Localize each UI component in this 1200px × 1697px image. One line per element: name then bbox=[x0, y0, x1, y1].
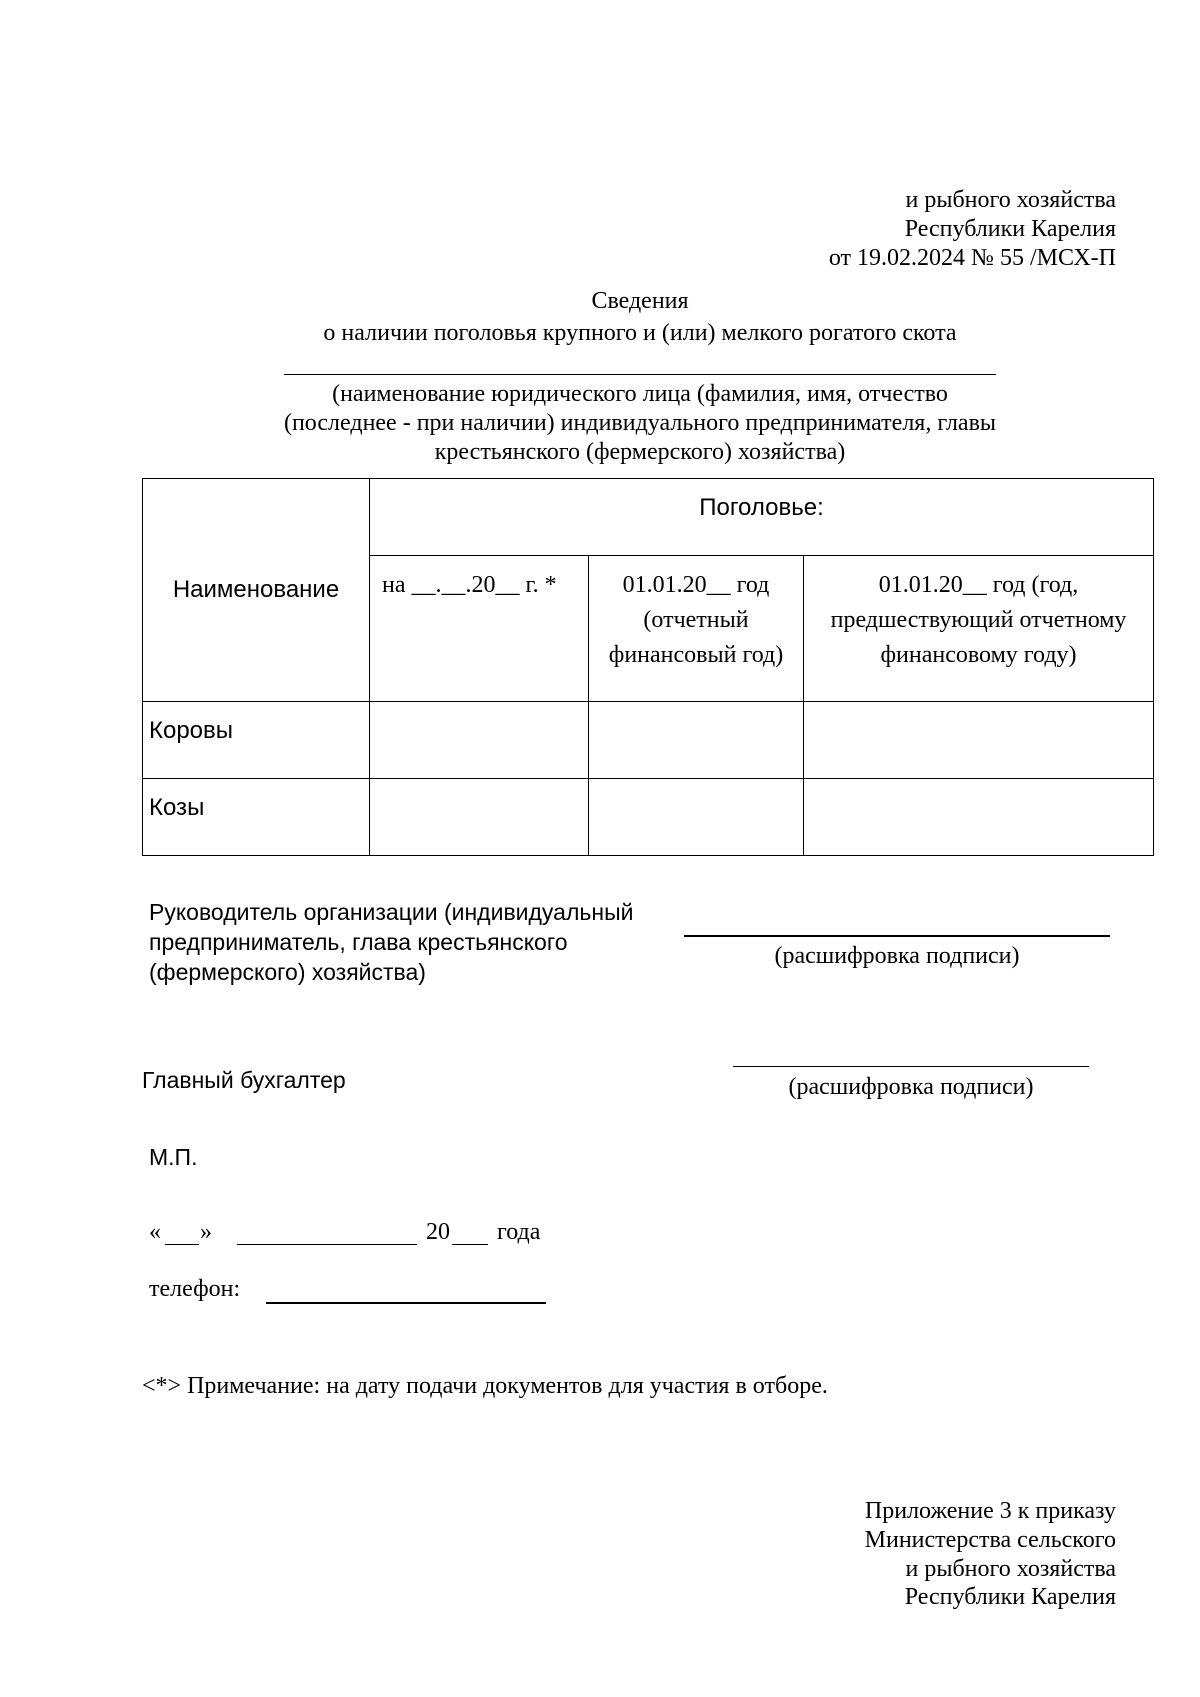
head-signature-line[interactable] bbox=[684, 935, 1110, 937]
row-value-cell[interactable] bbox=[804, 702, 1154, 779]
appendix-line4: Республики Карелия bbox=[904, 1584, 1116, 1611]
accountant-signature-decode: (расшифровка подписи) bbox=[788, 1074, 1034, 1100]
header-name-cell bbox=[143, 479, 370, 702]
order-reference-line1: и рыбного хозяйства bbox=[905, 187, 1116, 213]
phone-label: телефон: bbox=[149, 1276, 241, 1302]
header-report-line3: финансовый год) bbox=[608, 641, 784, 668]
row-name-cell bbox=[143, 702, 370, 779]
header-prev-cell bbox=[804, 556, 1154, 702]
table-row bbox=[143, 702, 1154, 779]
accountant-signature-line[interactable] bbox=[733, 1066, 1089, 1067]
header-prev-line2: предшествующий отчетному bbox=[830, 606, 1127, 633]
header-group: Поголовье: bbox=[699, 494, 824, 521]
head-line2: предприниматель, глава крестьянского bbox=[149, 928, 568, 955]
header-report-line2: (отчетный bbox=[643, 606, 749, 633]
header-date: на __.__.20__ г. * bbox=[382, 572, 557, 598]
row-name: Козы bbox=[149, 794, 205, 821]
entity-name-line[interactable] bbox=[284, 374, 996, 375]
title-line1: Сведения bbox=[591, 288, 689, 314]
row-value-cell[interactable] bbox=[804, 779, 1154, 856]
header-report-line1: 01.01.20__ год bbox=[622, 572, 770, 598]
date-close-quote: » bbox=[200, 1219, 212, 1245]
row-value-cell[interactable] bbox=[370, 702, 589, 779]
appendix-line1: Приложение 3 к приказу bbox=[864, 1498, 1116, 1524]
accountant-label: Главный бухгалтер bbox=[142, 1067, 346, 1093]
livestock-table bbox=[142, 478, 1154, 856]
date-suffix: года bbox=[497, 1219, 541, 1245]
header-name: Наименование bbox=[172, 575, 340, 603]
header-date-cell bbox=[370, 556, 589, 702]
head-signatory-label bbox=[149, 898, 633, 988]
row-value-cell[interactable] bbox=[370, 779, 589, 856]
appendix-reference bbox=[516, 1497, 1116, 1612]
footnote: <*> Примечание: на дату подачи документов для участия в отборе. bbox=[142, 1373, 828, 1399]
date-field bbox=[149, 1218, 569, 1250]
date-year-prefix: 20 bbox=[426, 1219, 450, 1245]
date-year-blank[interactable] bbox=[452, 1244, 488, 1245]
page-title bbox=[100, 287, 1180, 348]
appendix-line2: Министерства сельского bbox=[864, 1526, 1116, 1553]
phone-input-line[interactable] bbox=[266, 1302, 546, 1304]
row-value-cell[interactable] bbox=[589, 702, 804, 779]
stamp-label: М.П. bbox=[149, 1144, 198, 1170]
entity-caption bbox=[100, 380, 1180, 466]
order-reference-line2: Республики Карелия bbox=[904, 215, 1116, 242]
date-open-quote: « bbox=[149, 1219, 161, 1245]
caption-line1: (наименование юридического лица (фамилия, имя, отчество bbox=[332, 381, 948, 407]
header-report-cell bbox=[589, 556, 804, 702]
header-group-cell bbox=[370, 479, 1154, 556]
title-line2: о наличии поголовья крупного и (или) мелкого рогатого скота bbox=[323, 319, 957, 346]
head-line1: Руководитель организации (индивидуальный bbox=[149, 899, 634, 925]
head-line3: (фермерского) хозяйства) bbox=[149, 958, 426, 985]
table-row bbox=[143, 779, 1154, 856]
header-prev-line3: финансовому году) bbox=[880, 641, 1077, 668]
date-month-blank[interactable] bbox=[237, 1244, 417, 1245]
row-value-cell[interactable] bbox=[589, 779, 804, 856]
caption-line2: (последнее - при наличии) индивидуального предпринимателя, главы bbox=[283, 409, 997, 436]
caption-line3: крестьянского (фермерского) хозяйства) bbox=[434, 438, 846, 465]
order-reference-line3: от 19.02.2024 № 55 /МСХ-П bbox=[828, 244, 1116, 271]
row-name: Коровы bbox=[149, 717, 234, 744]
header-prev-line1: 01.01.20__ год (год, bbox=[878, 572, 1079, 598]
row-name-cell bbox=[143, 779, 370, 856]
head-signature-decode: (расшифровка подписи) bbox=[774, 943, 1020, 969]
appendix-line3: и рыбного хозяйства bbox=[905, 1555, 1116, 1582]
date-day-blank[interactable] bbox=[165, 1244, 199, 1245]
order-reference bbox=[516, 186, 1116, 272]
